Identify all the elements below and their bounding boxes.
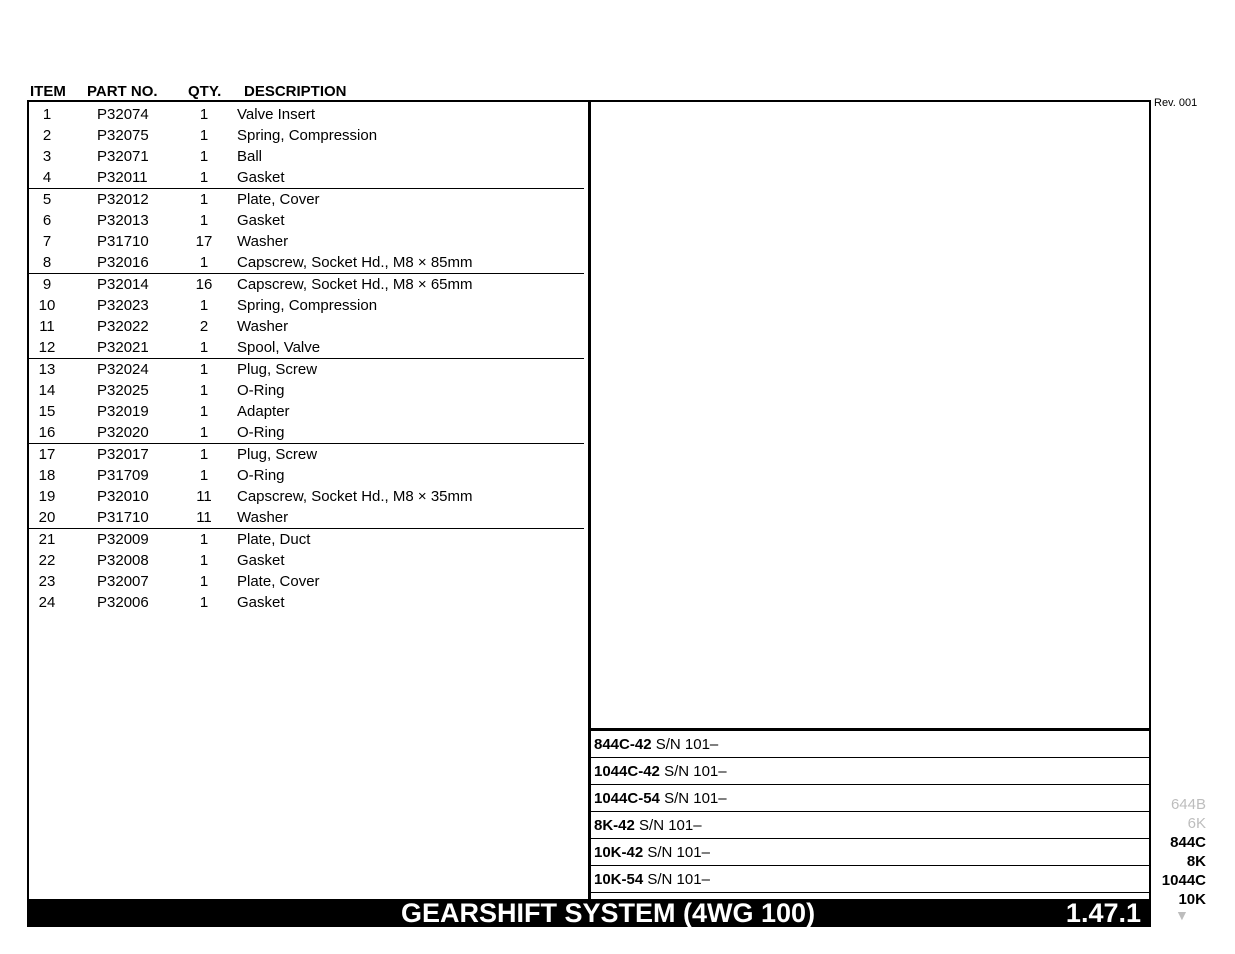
item-cell: 13 [38, 361, 56, 378]
side-index-item[interactable]: 6K [1187, 815, 1206, 832]
description-cell: Spring, Compression [237, 297, 378, 314]
item-cell: 24 [38, 594, 56, 611]
qty-cell: 1 [199, 106, 209, 123]
part-number-cell: P31709 [97, 467, 149, 484]
item-cell: 20 [38, 509, 56, 526]
qty-cell: 1 [199, 297, 209, 314]
table-row [29, 252, 584, 273]
qty-cell: 1 [199, 446, 209, 463]
description-cell: Plate, Cover [237, 191, 320, 208]
qty-cell: 11 [196, 488, 212, 505]
qty-cell: 1 [199, 148, 209, 165]
qty-cell: 1 [199, 361, 209, 378]
part-number-cell: P32019 [97, 403, 149, 420]
part-number-cell: P32021 [97, 339, 149, 356]
header-description: DESCRIPTION [244, 83, 347, 100]
model-list [590, 728, 1150, 893]
model-serial: S/N 101– [647, 844, 710, 861]
table-row [29, 465, 584, 486]
title-bar [27, 899, 1151, 927]
model-entry [590, 731, 1150, 758]
qty-cell: 1 [199, 531, 209, 548]
model-entry [590, 758, 1150, 785]
side-index-item[interactable]: 844C [1170, 834, 1206, 851]
item-cell: 11 [39, 318, 55, 335]
part-number-cell: P32006 [97, 594, 149, 611]
model-serial: S/N 101– [664, 790, 727, 807]
item-cell: 17 [38, 446, 56, 463]
part-number-cell: P32007 [97, 573, 149, 590]
qty-cell: 1 [199, 339, 209, 356]
description-cell: O-Ring [237, 424, 285, 441]
part-number-cell: P32008 [97, 552, 149, 569]
table-row [29, 592, 584, 613]
table-row [29, 167, 584, 188]
description-cell: Ball [237, 148, 263, 165]
page-number: 1.47.1 [1065, 898, 1141, 928]
model-name: 10K-42 [594, 844, 644, 861]
description-cell: Gasket [237, 594, 285, 611]
item-cell: 22 [38, 552, 56, 569]
model-name: 8K-42 [594, 817, 635, 834]
item-cell: 3 [42, 148, 52, 165]
model-name: 1044C-54 [594, 790, 660, 807]
model-entry [590, 785, 1150, 812]
item-cell: 9 [42, 276, 52, 293]
side-index-item[interactable]: 644B [1170, 796, 1206, 813]
qty-cell: 1 [199, 573, 209, 590]
model-entry [590, 812, 1150, 839]
description-cell: Adapter [237, 403, 290, 420]
qty-cell: 16 [195, 276, 213, 293]
side-index-item[interactable]: 8K [1186, 853, 1206, 870]
part-number-cell: P32022 [97, 318, 149, 335]
table-row [29, 146, 584, 167]
description-cell: Valve Insert [237, 106, 316, 123]
table-row [29, 422, 584, 443]
item-cell: 23 [38, 573, 56, 590]
item-cell: 4 [42, 169, 52, 186]
item-cell: 6 [42, 212, 52, 229]
side-index-item[interactable]: 1044C [1161, 872, 1206, 889]
table-row [29, 443, 584, 465]
description-cell: Gasket [237, 212, 285, 229]
table-row [29, 316, 584, 337]
model-name: 1044C-42 [594, 763, 660, 780]
part-number-cell: P32011 [97, 169, 148, 186]
qty-cell: 1 [199, 254, 209, 271]
header-item: ITEM [30, 83, 66, 100]
description-cell: Washer [237, 509, 289, 526]
description-cell: O-Ring [237, 467, 285, 484]
revision-label: Rev. 001 [1154, 97, 1198, 109]
down-arrow-icon[interactable]: ▼ [1175, 907, 1189, 923]
qty-cell: 1 [199, 191, 209, 208]
model-name: 844C-42 [594, 736, 652, 753]
qty-cell: 2 [199, 318, 209, 335]
qty-cell: 11 [196, 509, 212, 526]
part-number-cell: P32012 [97, 191, 149, 208]
model-serial: S/N 101– [639, 817, 702, 834]
model-entry [590, 839, 1150, 866]
description-cell: Plate, Duct [237, 531, 311, 548]
table-row [29, 571, 584, 592]
part-number-cell: P32014 [97, 276, 149, 293]
item-cell: 7 [42, 233, 52, 250]
description-cell: Spring, Compression [237, 127, 378, 144]
description-cell: Gasket [237, 552, 285, 569]
header-part-no: PART NO. [87, 83, 158, 100]
item-cell: 10 [38, 297, 56, 314]
model-entry [590, 866, 1150, 893]
table-row [29, 295, 584, 316]
item-cell: 19 [38, 488, 56, 505]
part-number-cell: P32017 [97, 446, 149, 463]
page-title: GEARSHIFT SYSTEM (4WG 100) [401, 898, 816, 928]
description-cell: Capscrew, Socket Hd., M8 × 35mm [237, 488, 473, 505]
description-cell: Gasket [237, 169, 285, 186]
table-row [29, 401, 584, 422]
table-row [29, 358, 584, 380]
part-number-cell: P32009 [97, 531, 149, 548]
qty-cell: 1 [199, 127, 209, 144]
item-cell: 18 [38, 467, 56, 484]
qty-cell: 1 [199, 169, 209, 186]
part-number-cell: P32024 [97, 361, 149, 378]
table-row [29, 486, 584, 507]
item-cell: 15 [38, 403, 56, 420]
side-index-item[interactable]: 10K [1178, 891, 1206, 908]
item-cell: 21 [38, 531, 56, 548]
part-number-cell: P32023 [97, 297, 149, 314]
description-cell: Plug, Screw [237, 446, 318, 463]
part-number-cell: P31710 [97, 509, 149, 526]
table-row [29, 380, 584, 401]
part-number-cell: P32025 [97, 382, 149, 399]
parts-table [29, 104, 584, 613]
model-serial: S/N 101– [655, 736, 719, 753]
table-row [29, 528, 584, 550]
table-row [29, 231, 584, 252]
item-cell: 5 [42, 191, 52, 208]
part-number-cell: P32075 [97, 127, 149, 144]
description-cell: Plug, Screw [237, 361, 318, 378]
description-cell: Washer [237, 233, 289, 250]
item-cell: 14 [38, 382, 56, 399]
description-cell: Capscrew, Socket Hd., M8 × 65mm [237, 276, 473, 293]
qty-cell: 1 [199, 403, 209, 420]
table-row [29, 507, 584, 528]
item-cell: 16 [38, 424, 56, 441]
model-serial: S/N 101– [664, 763, 727, 780]
table-row [29, 125, 584, 146]
table-row [29, 337, 584, 358]
part-number-cell: P32020 [97, 424, 149, 441]
part-number-cell: P32071 [97, 148, 149, 165]
item-cell: 8 [42, 254, 52, 271]
table-row [29, 273, 584, 295]
header-qty: QTY. [188, 83, 222, 100]
table-row [29, 104, 584, 125]
qty-cell: 1 [199, 594, 209, 611]
description-cell: Spool, Valve [237, 339, 321, 356]
description-cell: O-Ring [237, 382, 285, 399]
model-name: 10K-54 [594, 871, 644, 888]
qty-cell: 1 [199, 467, 209, 484]
table-row [29, 188, 584, 210]
qty-cell: 1 [199, 424, 209, 441]
table-row [29, 210, 584, 231]
part-number-cell: P32016 [97, 254, 149, 271]
item-cell: 2 [42, 127, 52, 144]
part-number-cell: P32074 [97, 106, 149, 123]
part-number-cell: P32010 [97, 488, 149, 505]
qty-cell: 1 [199, 382, 209, 399]
description-cell: Washer [237, 318, 289, 335]
item-cell: 12 [38, 339, 56, 356]
part-number-cell: P32013 [97, 212, 149, 229]
table-row [29, 550, 584, 571]
description-cell: Capscrew, Socket Hd., M8 × 85mm [237, 254, 473, 271]
description-cell: Plate, Cover [237, 573, 320, 590]
model-serial: S/N 101– [647, 871, 710, 888]
qty-cell: 1 [199, 212, 209, 229]
qty-cell: 17 [195, 233, 213, 250]
part-number-cell: P31710 [97, 233, 149, 250]
item-cell: 1 [42, 106, 52, 123]
qty-cell: 1 [199, 552, 209, 569]
